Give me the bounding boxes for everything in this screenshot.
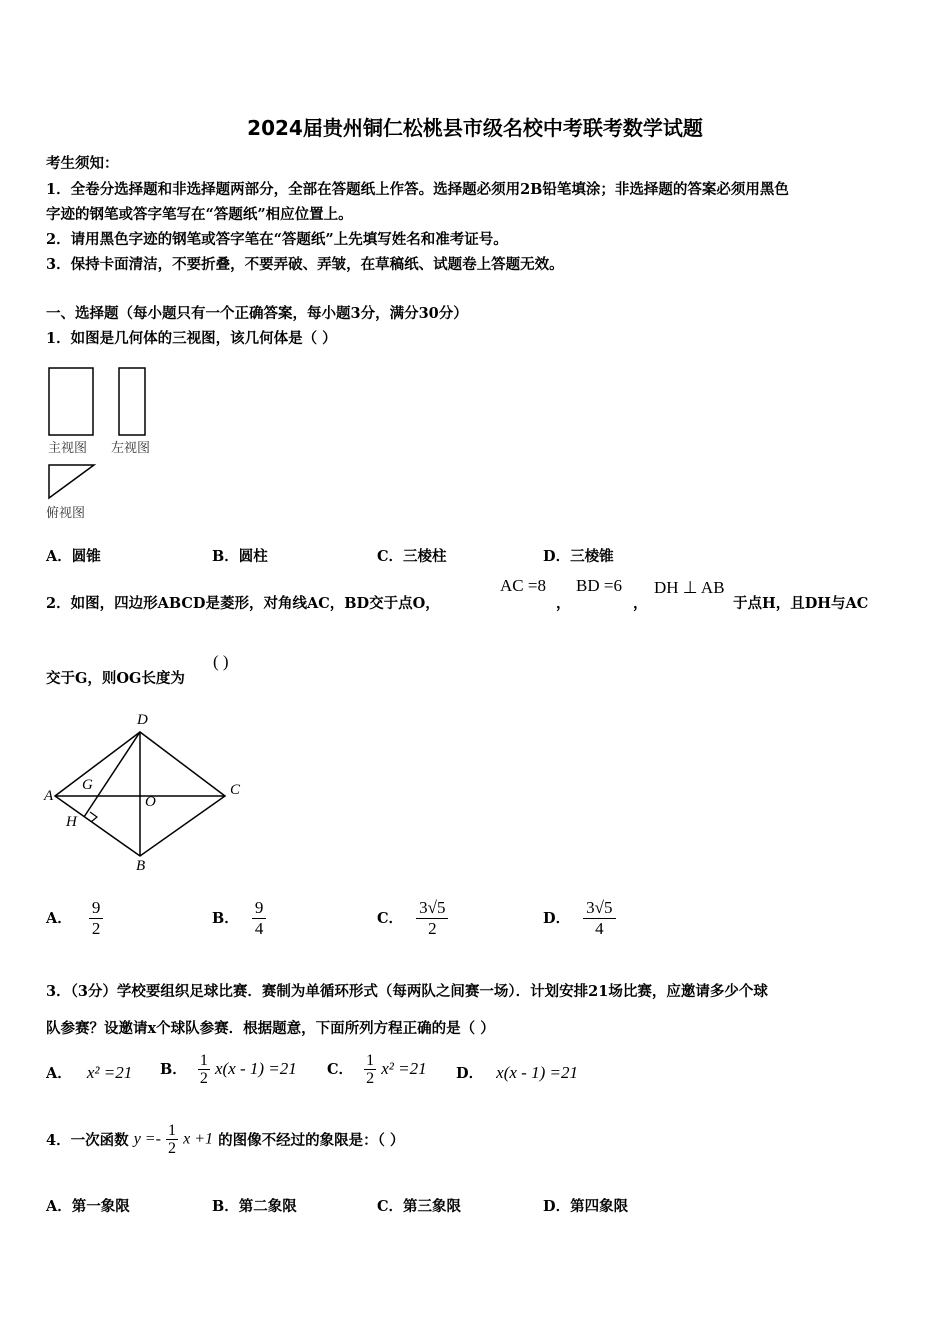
point-c-label: C (230, 782, 241, 798)
q4-func-fraction (166, 1122, 178, 1157)
q4-stem (46, 1122, 404, 1157)
q2-condition-ac: AC =8 (500, 576, 546, 595)
q2-sep-2: ， (633, 595, 648, 612)
q2-option-b-label: B． (212, 910, 239, 927)
q1-option-c[interactable]: C．三棱柱 (377, 548, 447, 565)
fraction-denominator: 2 (428, 919, 437, 938)
notice-item-1-cont: 字迹的钢笔或答字笔写在“答题纸”相应位置上。 (46, 206, 353, 223)
segment-dh (84, 732, 140, 817)
q2-option-b[interactable] (212, 898, 266, 939)
q3-option-b-fraction (198, 1052, 210, 1087)
q3-option-a[interactable] (46, 1062, 132, 1083)
fraction-numerator: 3√5 (416, 898, 448, 919)
page-title: 2024届贵州铜仁松桃县市级名校中考联考数学试题 (247, 116, 703, 140)
point-a-label: A (44, 788, 54, 804)
q3-option-c[interactable] (327, 1052, 427, 1087)
q2-option-b-fraction (252, 898, 267, 939)
q3-option-b-expr: x(x - 1) =21 (214, 1059, 297, 1078)
left-view-label: 左视图 (111, 441, 151, 456)
q3-option-d-label: D． (456, 1065, 484, 1082)
fraction-numerator: 1 (366, 1052, 375, 1069)
front-view-label: 主视图 (48, 441, 88, 456)
fraction-denominator: 2 (91, 919, 101, 938)
q2-option-c-label: C． (377, 910, 404, 927)
q3-option-c-label: C． (327, 1061, 354, 1078)
q2-rhombus-figure (40, 708, 250, 878)
q2-sep-1: ， (556, 595, 571, 612)
q1-three-views-figure (44, 362, 174, 527)
point-o-label: O (145, 794, 156, 810)
fraction-numerator: 9 (89, 898, 104, 919)
q2-option-d[interactable] (543, 898, 616, 939)
top-view-label: 俯视图 (46, 506, 86, 521)
q3-option-b[interactable] (160, 1052, 297, 1087)
q4-stem-part2: 的图像不经过的象限是：（ ） (218, 1132, 405, 1149)
q1-stem: 1．如图是几何体的三视图，该几何体是（ ） (46, 330, 337, 347)
q4-func-right: x +1 (183, 1130, 214, 1148)
fraction-numerator: 9 (252, 898, 267, 919)
q1-option-a[interactable]: A．圆锥 (46, 548, 101, 565)
notice-item-1: 1．全卷分选择题和非选择题两部分，全部在答题纸上作答。选择题必须用2B铅笔填涂；非选择题的答案必须用黑色 (46, 181, 789, 198)
notice-item-2: 2．请用黑色字迹的钢笔或答字笔在“答题纸”上先填写姓名和准考证号。 (46, 231, 508, 248)
q2-stem-part2: 于点H，且DH与AC (733, 595, 869, 612)
fraction-numerator: 3√5 (583, 898, 615, 919)
q3-option-a-label: A． (46, 1065, 72, 1082)
q4-option-b[interactable]: B．第二象限 (212, 1198, 297, 1215)
fraction-denominator: 4 (595, 919, 604, 938)
q3-option-c-fraction (364, 1052, 376, 1087)
fraction-denominator: 2 (199, 1070, 208, 1087)
q2-option-d-fraction (583, 898, 615, 939)
q2-stem-part1: 2．如图，四边形ABCD是菱形，对角线AC，BD交于点O， (46, 595, 440, 612)
q2-option-d-label: D． (543, 910, 571, 927)
left-view-rect (119, 368, 145, 435)
point-b-label: B (136, 858, 146, 874)
q2-stem-part3: 交于G，则OG长度为 (46, 670, 185, 687)
q2-option-a-fraction (89, 898, 104, 939)
q3-option-d[interactable] (456, 1062, 578, 1083)
q2-condition-bd: BD =6 (576, 576, 622, 595)
q4-option-c[interactable]: C．第三象限 (377, 1198, 462, 1215)
notice-heading: 考生须知： (46, 155, 119, 172)
rhombus-drawing (40, 708, 250, 878)
notice-item-3: 3．保持卡面清洁，不要折叠，不要弄破、弄皱，在草稿纸、试题卷上答题无效。 (46, 256, 564, 273)
front-view-rect (49, 368, 93, 435)
q3-option-c-expr: x² =21 (381, 1059, 427, 1078)
q3-stem-part1: 3．（3分）学校要组织足球比赛．赛制为单循环形式（每两队之间赛一场）．计划安排21场比赛，应邀请多少个球 (46, 983, 768, 1000)
q2-condition-perp: DH ⊥ AB (654, 578, 725, 597)
q2-answer-paren: ( ) (213, 652, 229, 671)
q3-option-d-expr: x(x - 1) =21 (496, 1063, 578, 1082)
fraction-numerator: 1 (168, 1122, 177, 1139)
q3-option-b-label: B． (160, 1061, 187, 1078)
point-h-label: H (66, 814, 77, 830)
section-heading: 一、选择题（每小题只有一个正确答案，每小题3分，满分30分） (46, 305, 468, 322)
point-d-label: D (137, 712, 148, 728)
fraction-numerator: 1 (199, 1052, 208, 1069)
q2-option-a[interactable] (46, 898, 103, 939)
fraction-denominator: 4 (254, 919, 264, 938)
point-g-label: G (82, 777, 93, 793)
q1-option-b[interactable]: B．圆柱 (212, 548, 268, 565)
q4-func-left: y =- (133, 1130, 161, 1148)
q2-option-c[interactable] (377, 898, 448, 939)
q1-option-d[interactable]: D．三棱锥 (543, 548, 614, 565)
q3-option-a-expr: x² =21 (86, 1063, 133, 1082)
fraction-denominator: 2 (366, 1070, 375, 1087)
q2-option-a-label: A． (46, 910, 72, 927)
top-view-triangle (49, 465, 94, 498)
fraction-denominator: 2 (168, 1140, 177, 1157)
q2-option-c-fraction (416, 898, 448, 939)
q4-option-a[interactable]: A．第一象限 (46, 1198, 130, 1215)
q4-stem-part1: 4．一次函数 (46, 1132, 129, 1149)
q3-stem-part2: 队参赛？设邀请x个球队参赛．根据题意，下面所列方程正确的是（ ） (46, 1020, 495, 1037)
q4-option-d[interactable]: D．第四象限 (543, 1198, 629, 1215)
right-angle-mark (90, 812, 97, 822)
